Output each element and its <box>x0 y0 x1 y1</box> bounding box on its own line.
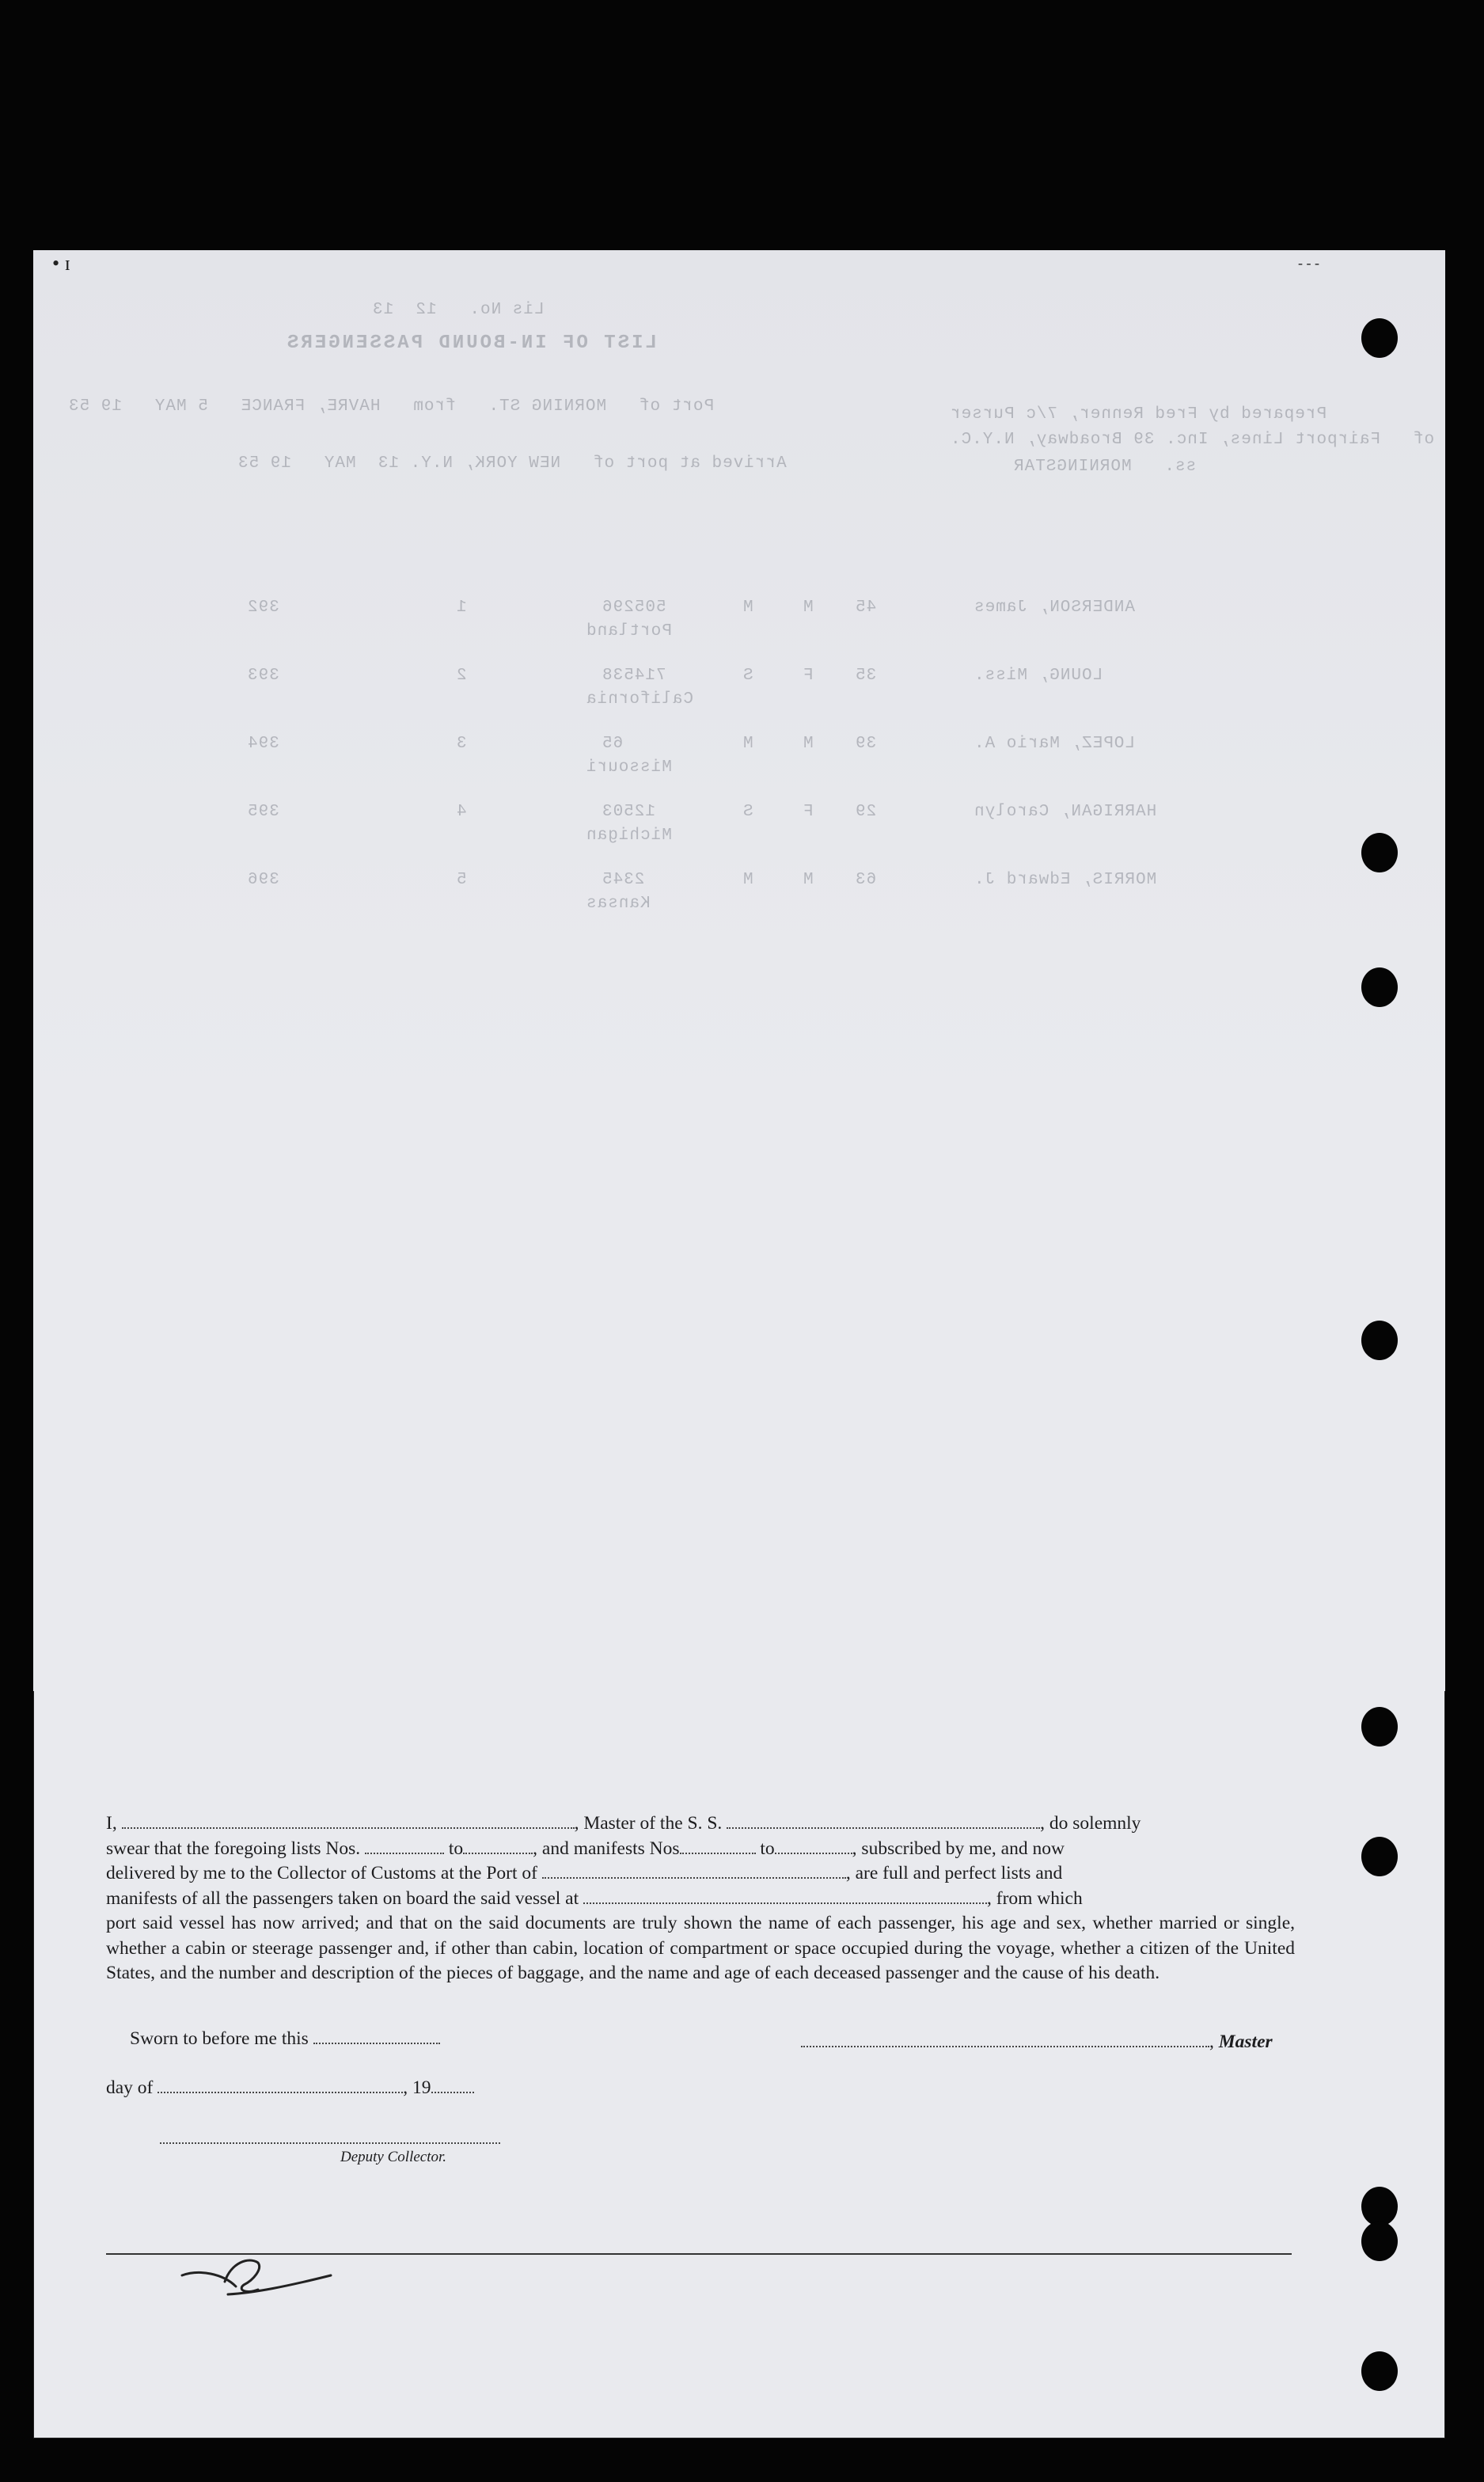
ghost-list-number: Lis No. 12 13 <box>372 301 545 319</box>
ghost-cell-ms: M <box>742 599 753 617</box>
ghost-cell-sex: M <box>803 735 814 753</box>
ghost-cell-ref: 395 <box>247 803 279 821</box>
manifest-from-field[interactable] <box>680 1838 756 1854</box>
ghost-cell-name: ANDERSON, James <box>974 599 1136 617</box>
ghost-prepared-by: Prepared by Fred Renner, 7/c Purser <box>950 405 1327 424</box>
ghost-cell-sex: M <box>803 599 814 617</box>
punch-hole <box>1361 2187 1398 2226</box>
embarkation-port-field[interactable] <box>583 1888 987 1904</box>
punch-hole <box>1361 1837 1398 1876</box>
manifest-to-field[interactable] <box>775 1838 852 1854</box>
ghost-cell-age: 63 <box>855 871 877 889</box>
ghost-cell-no: 4 <box>456 803 467 821</box>
ghost-cell-doc: 505296 <box>602 599 666 617</box>
ghost-cell-ref: 393 <box>247 667 279 685</box>
punch-hole <box>1361 833 1398 872</box>
oath-line-2: swear that the foregoing lists Nos. to , and manifests Nos to , subscribed by me, and now <box>106 1838 1065 1859</box>
oath-line-1: I, , Master of the S. S. , do solemnly <box>106 1813 1141 1834</box>
list-to-field[interactable] <box>463 1838 533 1854</box>
ghost-cell-name: LOPEZ, Mario A. <box>974 735 1136 753</box>
ghost-cell-ms: S <box>742 803 753 821</box>
ghost-cell-name: HARRIGAN, Carolyn <box>974 803 1157 821</box>
punch-hole <box>1361 1707 1398 1747</box>
ghost-cell-age: 39 <box>855 735 877 753</box>
ghost-cell-name: MORRIS, Edward J. <box>974 871 1157 889</box>
ghost-arrival-line: Arrived at port of NEW YORK, N.Y. 13 MAY 19 53 <box>237 454 787 473</box>
ghost-cell-state: Kansas <box>586 895 651 913</box>
ghost-cell-state: Missouri <box>586 758 672 777</box>
oath-body: port said vessel has now arrived; and that on the said documents are truly shown the name of each passenger, his age and sex, whether married or single, whether a cabin or steerage passenger and, if other than cabin, location of compartment or space occupied during the voyage, whether a citizen of the United States, and the number and description of the pieces of baggage, and the name and age of each deceased passenger and the cause of his death. <box>106 1913 1295 1983</box>
day-of-row: day of , 19 <box>106 2077 474 2099</box>
ghost-cell-doc: 714538 <box>602 667 666 685</box>
port-field[interactable] <box>542 1863 846 1879</box>
ghost-cell-sex: F <box>803 667 814 685</box>
ghost-cell-no: 1 <box>456 599 467 617</box>
ghost-cell-state: California <box>586 690 694 709</box>
punch-hole <box>1361 1321 1398 1360</box>
ghost-cell-ref: 396 <box>247 871 279 889</box>
ghost-cell-ref: 392 <box>247 599 279 617</box>
ghost-cell-no: 2 <box>456 667 467 685</box>
list-from-field[interactable] <box>365 1838 444 1854</box>
ghost-cell-name: LOUNG, Miss. <box>974 667 1103 685</box>
ghost-cell-doc: 12503 <box>602 803 656 821</box>
oath-line-3: delivered by me to the Collector of Customs at the Port of , are full and perfect lists and <box>106 1863 1063 1883</box>
ghost-cell-age: 45 <box>855 599 877 617</box>
sworn-row: Sworn to before me this <box>130 2028 440 2050</box>
corner-mark: - - - <box>1298 255 1319 271</box>
corner-mark: • ɪ <box>52 252 70 275</box>
master-signature-row: , Master <box>801 2032 1273 2053</box>
ghost-cell-state: Portland <box>586 622 672 640</box>
ghost-cell-state: Michigan <box>586 827 672 845</box>
deputy-signature-line[interactable] <box>160 2142 500 2144</box>
master-oath <box>106 1811 1295 1986</box>
master-name-field[interactable] <box>122 1813 575 1829</box>
punch-hole <box>1361 967 1398 1007</box>
punch-hole <box>1361 2351 1398 2391</box>
ghost-cell-ms: S <box>742 667 753 685</box>
year-field[interactable] <box>431 2077 474 2093</box>
ghost-cell-doc: 65 <box>602 735 624 753</box>
ghost-cell-no: 5 <box>456 871 467 889</box>
punch-hole <box>1361 2222 1398 2261</box>
sworn-date-field[interactable] <box>313 2028 440 2044</box>
handwritten-initials <box>176 2245 334 2309</box>
ghost-voyage-line: Port of MORNING ST. from HAVRE, FRANCE 5 MAY 19 53 <box>68 397 715 416</box>
day-of-field[interactable] <box>158 2077 403 2093</box>
ghost-cell-ref: 394 <box>247 735 279 753</box>
oath-line-4: manifests of all the passengers taken on board the said vessel at , from which <box>106 1887 1083 1909</box>
manifest-page <box>33 250 1445 2438</box>
deputy-collector-label: Deputy Collector. <box>340 2149 447 2165</box>
ghost-cell-age: 29 <box>855 803 877 821</box>
ghost-cell-sex: F <box>803 803 814 821</box>
punch-hole <box>1361 318 1398 358</box>
ghost-cell-doc: 2345 <box>602 871 645 889</box>
ghost-line-name: of Fairport Lines, Inc. 39 Broadway, N.Y.C. <box>950 431 1435 449</box>
ghost-ship-name: ss. MORNINGSTAR <box>1013 458 1197 476</box>
ghost-list-title: LIST OF IN-BOUND PASSENGERS <box>285 333 657 354</box>
ghost-cell-ms: M <box>742 871 753 889</box>
ship-name-field[interactable] <box>727 1813 1040 1829</box>
ghost-cell-sex: M <box>803 871 814 889</box>
ghost-cell-no: 3 <box>456 735 467 753</box>
ghost-cell-ms: M <box>742 735 753 753</box>
ghost-cell-age: 35 <box>855 667 877 685</box>
master-signature-field[interactable] <box>801 2032 1209 2047</box>
